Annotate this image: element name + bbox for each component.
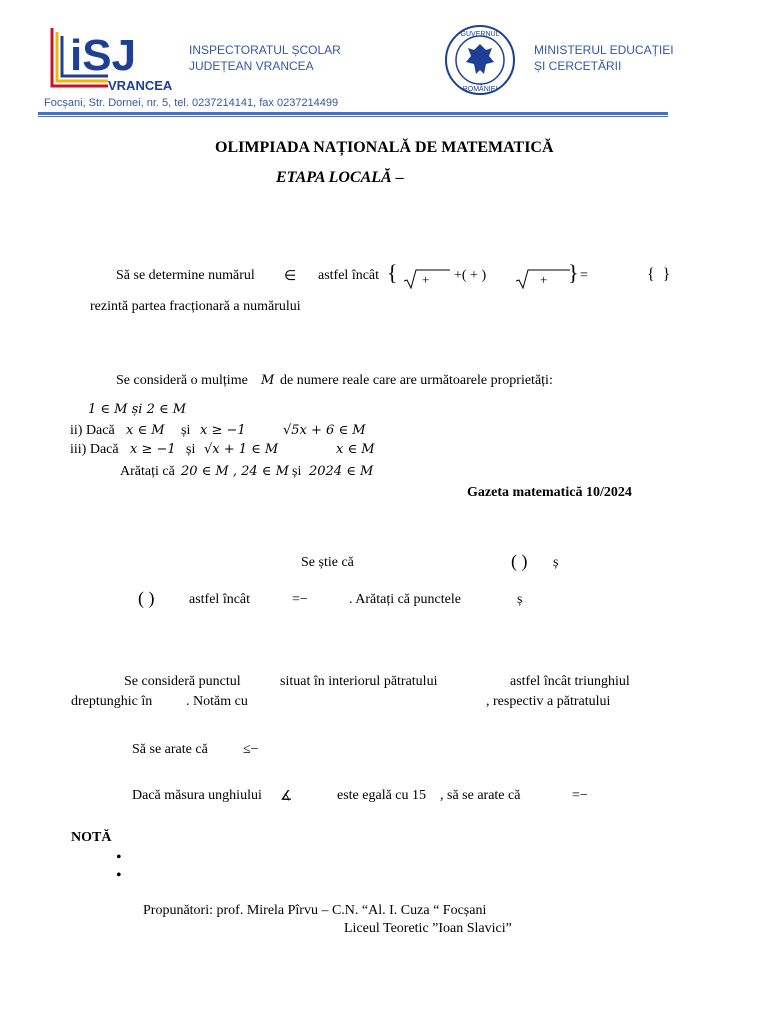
p2-item-3-b: x ≥ −1 (130, 442, 176, 457)
seal-graphic (444, 24, 516, 96)
address-line: Focșani, Str. Dornei, nr. 5, tel. 0237214141, fax 0237214499 (44, 97, 339, 109)
p2-intro-a: Se consideră o mulțime (116, 373, 248, 388)
page-title: OLIMPIADA NAȚIONALĂ DE MATEMATICĂ (215, 139, 554, 156)
p1-sqrt-2 (516, 268, 570, 295)
p4-line2-b: . Notăm cu (186, 694, 248, 709)
seal-text-bottom: ROMÂNIEI (462, 86, 498, 93)
logo-text: iSJ (70, 31, 137, 80)
p4-line2-c: , respectiv a pătratului (486, 694, 611, 709)
logo-subtext: VRANCEA (108, 78, 173, 93)
p4-part-b-value: este egală cu 15 (337, 788, 427, 803)
header-divider-thin (38, 116, 668, 117)
p2-item-3-a: iii) Dacă (70, 442, 119, 457)
p3-line2-b: . Arătați că punctele (349, 592, 461, 607)
page-subtitle: ETAPA LOCALĂ – (276, 169, 404, 186)
inspectorate-line2: JUDEȚEAN VRANCEA (189, 59, 314, 73)
p2-item-3-c: și (186, 442, 196, 457)
note-label: NOTĂ (71, 830, 112, 845)
p2-task-c: și (292, 464, 302, 479)
isj-logo (48, 24, 178, 96)
p2-intro-b: de numere reale care are următoarele proprietăți: (280, 373, 553, 388)
p2-item-3-e: x ∈ M (336, 442, 375, 457)
p2-task-b: 20 ∈ M , 24 ∈ M (181, 464, 289, 479)
p4-part-a-text: Să se arate că (132, 742, 208, 757)
p4-part-b-angle: ∡ (280, 789, 293, 804)
p1-equals: = (580, 268, 588, 283)
p1-text-line2: rezintă partea fracționară a numărului (90, 299, 301, 314)
note-bullet-2: • (116, 867, 122, 884)
p3-line2-a: astfel încât (189, 592, 251, 607)
p3-line2-end: ș (517, 592, 523, 607)
ministry-name (534, 42, 674, 74)
p2-item-1: 1 ∈ M și 2 ∈ M (88, 402, 187, 417)
p1-text-b: astfel încât (318, 268, 380, 283)
government-seal (444, 24, 516, 96)
p3-line1-parens: ( ) (511, 551, 528, 571)
p4-part-b-tail: , să se arate că (440, 788, 521, 803)
p2-item-2-b: x ∈ M (126, 423, 165, 438)
note-bullet-1: • (116, 849, 122, 866)
p1-brace-open: { (387, 260, 398, 285)
p1-sqrt-1 (404, 268, 450, 295)
ministry-line2: ȘI CERCETĂRII (534, 59, 622, 73)
p4-line1-c: astfel încât triunghiul (510, 674, 630, 689)
p2-item-2-d: x ≥ −1 (200, 423, 246, 438)
p2-item-2-c: și (181, 423, 191, 438)
p3-line1: Se știe că (301, 555, 354, 570)
inspectorate-line1: INSPECTORATUL ȘCOLAR (189, 43, 341, 57)
p4-line1-b: situat în interiorul pătratului (280, 674, 438, 689)
p1-in-symbol: ∈ (284, 269, 297, 284)
authors-line-1: Propunători: prof. Mirela Pîrvu – C.N. “Al. I. Cuza “ Focșani (143, 903, 487, 918)
seal-text-top: GUVERNUL (460, 31, 500, 38)
p3-line2-parens: ( ) (138, 588, 155, 608)
p4-part-b-eq: =− (572, 788, 588, 803)
p1-middle: +( + ) (454, 268, 487, 283)
p2-task-d: 2024 ∈ M (309, 464, 374, 479)
svg-text:+: + (540, 272, 548, 287)
p1-brace-close: } (568, 260, 579, 285)
authors-line-2: Liceul Teoretic ”Ioan Slavici” (344, 921, 512, 936)
header-divider (38, 112, 668, 115)
p3-line2-eq: =− (292, 592, 308, 607)
inspectorate-name (189, 42, 341, 74)
p2-task-a: Arătați că (120, 464, 175, 479)
p2-item-3-d: √x + 1 ∈ M (204, 442, 279, 457)
p4-line1-a: Se consideră punctul (124, 674, 241, 689)
p1-frac-braces: { } (647, 266, 671, 283)
p1-text-a: Să se determine numărul (116, 268, 255, 283)
p2-item-2-e: √5x + 6 ∈ M (283, 423, 366, 438)
svg-text:+: + (422, 272, 430, 287)
isj-logo-graphic (48, 24, 178, 96)
p3-line1-end: ș (553, 555, 559, 570)
p2-source: Gazeta matematică 10/2024 (467, 485, 632, 500)
p4-line2-a: dreptunghic în (71, 694, 153, 709)
p2-intro-set: M (261, 373, 275, 388)
p4-part-b-text: Dacă măsura unghiului (132, 788, 262, 803)
p2-item-2-a: ii) Dacă (70, 423, 115, 438)
ministry-line1: MINISTERUL EDUCAȚIEI (534, 43, 674, 57)
p4-part-a-ineq: ≤− (243, 742, 259, 757)
